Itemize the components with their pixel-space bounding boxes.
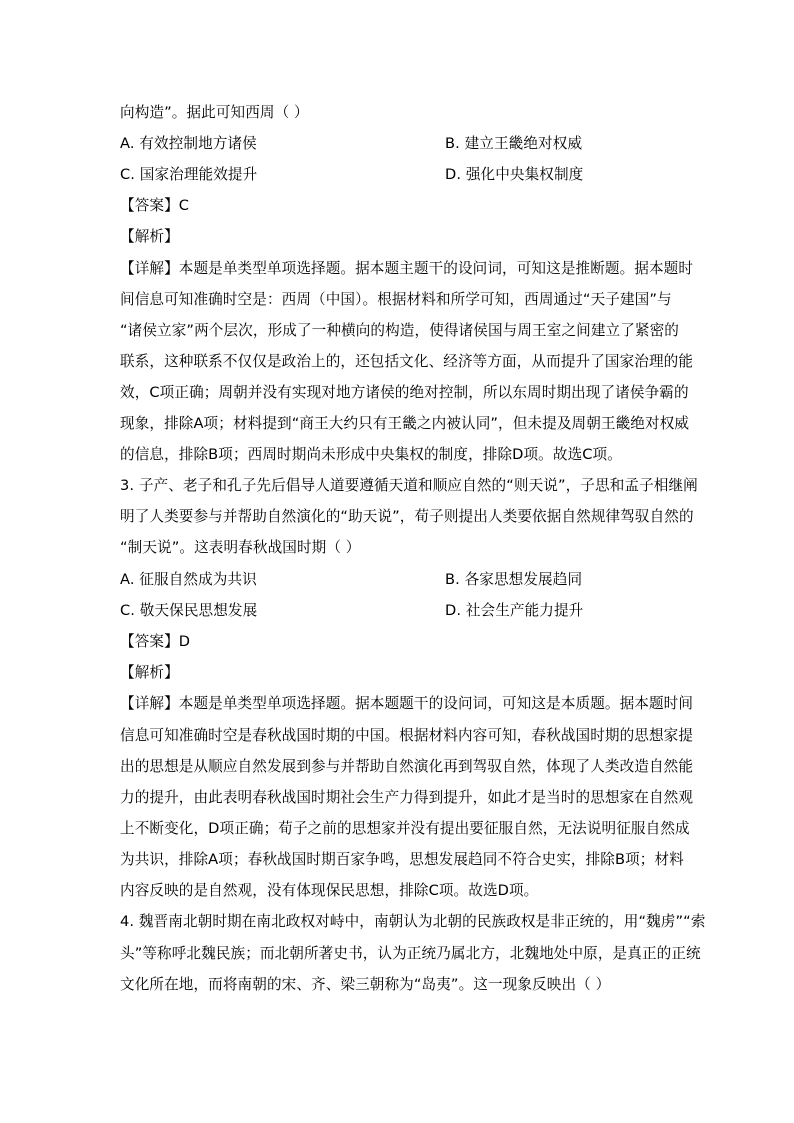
option-d: D. 社会生产能力提升 (445, 602, 584, 619)
question-3-stem: 3. 子产、老子和孔子先后倡导人道要遵循天道和顺应自然的“则天说”，子思和孟子相继阐 (120, 477, 698, 494)
detail-line: 联系，这种联系不仅仅是政治上的，还包括文化、经济等方面，从而提升了国家治理的能 (120, 353, 694, 370)
detail-line: “诸侯立家”两个层次，形成了一种横向的构造，使得诸侯国与周王室之间建立了紧密的 (120, 322, 679, 339)
detail-line: 内容反映的是自然观，没有体现保民思想，排除C项。故选D项。 (120, 882, 539, 899)
answer-label: 【答案】D (120, 633, 191, 650)
detail-line: 间信息可知准确时空是：西周（中国）。根据材料和所学可知，西周通过“天子建国”与 (120, 291, 672, 308)
answer-label: 【答案】C (120, 197, 190, 214)
question-3-stem: 明了人类要参与并帮助自然演化的“助天说”，荀子则提出人类要依据自然规律驾驭自然的 (120, 508, 694, 525)
option-a: A. 征服自然成为共识 (120, 571, 257, 588)
detail-line: 为共识，排除A项；春秋战国时期百家争鸣，思想发展趋同不符合史实，排除B项；材料 (120, 851, 684, 868)
question-4-stem: 头”等称呼北魏民族；而北朝所著史书，认为正统乃属北方，北魏地处中原，是真正的正统 (120, 945, 701, 962)
question-4-stem: 文化所在地，而将南朝的宋、齐、梁三朝称为“岛夷”。这一现象反映出（ ） (120, 976, 611, 993)
detail-line: 【详解】本题是单类型单项选择题。据本题主题干的设问词，可知这是推断题。据本题时 (120, 260, 694, 277)
detail-line: 的信息，排除B项；西周时期尚未形成中央集权的制度，排除D项。故选C项。 (120, 446, 622, 463)
analysis-label: 【解析】 (120, 664, 179, 681)
option-c: C. 敬天保民思想发展 (120, 602, 258, 619)
detail-line: 出的思想是从顺应自然发展到参与并帮助自然演化再到驾驭自然，体现了人类改造自然能 (120, 758, 694, 775)
option-b: B. 建立王畿绝对权威 (445, 135, 583, 152)
detail-line: 效，C项正确；周朝并没有实现对地方诸侯的绝对控制，所以东周时期出现了诸侯争霸的 (120, 384, 689, 401)
option-d: D. 强化中央集权制度 (445, 166, 584, 183)
question-4-stem: 4. 魏晋南北朝时期在南北政权对峙中，南朝认为北朝的民族政权是非正统的，用“魏虏”“索 (120, 913, 706, 930)
option-c: C. 国家治理能效提升 (120, 166, 258, 183)
detail-line: 上不断变化，D项正确；荀子之前的思想家并没有提出要征服自然，无法说明征服自然成 (120, 820, 690, 837)
detail-line: 现象，排除A项；材料提到“商王大约只有王畿之内被认同”，但未提及周朝王畿绝对权威 (120, 415, 690, 432)
option-a: A. 有效控制地方诸侯 (120, 135, 257, 152)
question-2-stem-tail: 向构造”。据此可知西周（ ） (120, 104, 309, 121)
question-3-stem: “制天说”。这表明春秋战国时期（ ） (120, 539, 361, 556)
option-b: B. 各家思想发展趋同 (445, 571, 583, 588)
detail-line: 【详解】本题是单类型单项选择题。据本题题干的设问词，可知这是本质题。据本题时间 (120, 695, 694, 712)
analysis-label: 【解析】 (120, 228, 179, 245)
detail-line: 力的提升，由此表明春秋战国时期社会生产力得到提升，如此才是当时的思想家在自然观 (120, 789, 694, 806)
detail-line: 信息可知准确时空是春秋战国时期的中国。根据材料内容可知，春秋战国时期的思想家提 (120, 727, 694, 744)
